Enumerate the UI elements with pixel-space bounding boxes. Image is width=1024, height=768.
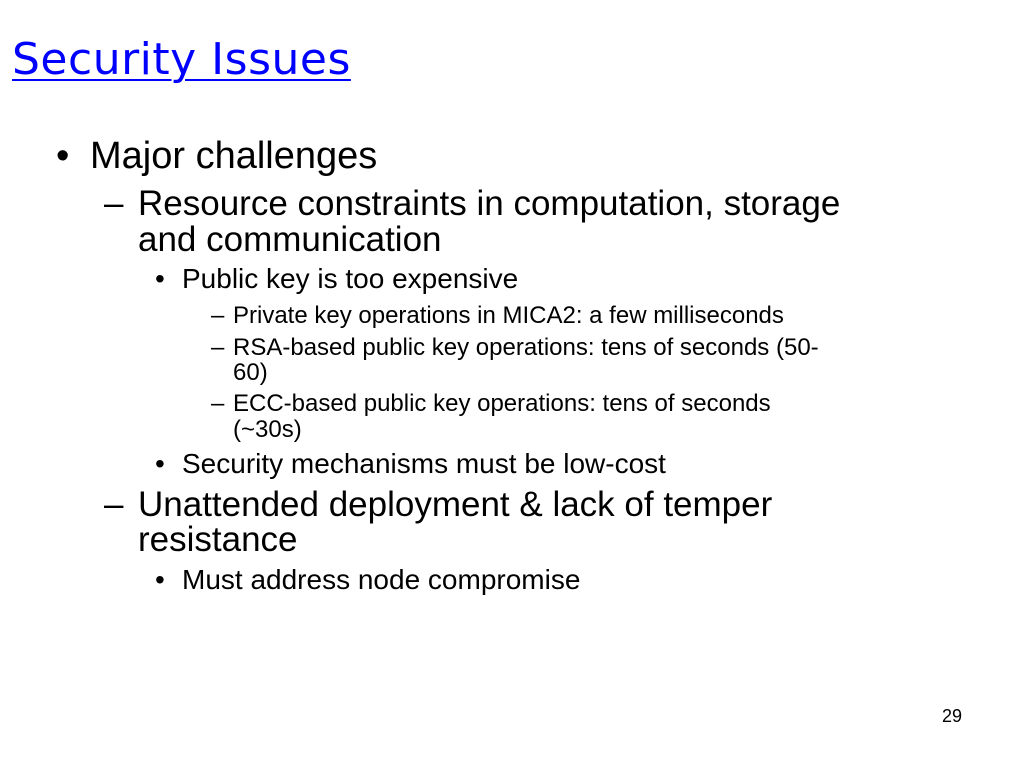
dash-item-private-key-ops (211, 303, 784, 329)
dash-text: Unattended deployment & lack of temper (138, 485, 773, 524)
bullet-text: Must address node compromise (182, 564, 581, 595)
dash-text: Private key operations in MICA2: a few milliseconds (233, 302, 784, 329)
page-number: 29 (941, 706, 962, 726)
dash-marker: – (211, 302, 225, 329)
bullet-marker: • (155, 263, 165, 294)
dash-text: Resource constraints in computation, storage (138, 184, 841, 223)
slide-title: Security Issues (12, 34, 351, 85)
dash-text-continued: 60) (233, 359, 268, 386)
dash-item-ecc-ops (211, 391, 771, 417)
dash-item-unattended-deployment-continued (138, 522, 298, 558)
dash-text-continued: and communication (138, 220, 442, 259)
dash-text-continued: (~30s) (233, 416, 302, 443)
dash-item-resource-constraints (104, 186, 840, 222)
dash-item-resource-constraints-continued (138, 222, 442, 258)
bullet-text: Security mechanisms must be low-cost (182, 448, 666, 479)
dash-text-continued: resistance (138, 520, 298, 559)
dash-item-rsa-ops-continued (233, 360, 268, 386)
dash-marker: – (211, 334, 225, 361)
dash-text: ECC-based public key operations: tens of seconds (233, 390, 771, 417)
bullet-marker: • (155, 564, 165, 595)
bullet-major-challenges (56, 135, 378, 177)
dash-marker: – (104, 485, 124, 524)
dash-text: RSA-based public key operations: tens of seconds (50- (233, 334, 819, 361)
dash-item-unattended-deployment (104, 487, 772, 523)
dash-marker: – (104, 184, 124, 223)
bullet-text: Public key is too expensive (182, 263, 519, 294)
bullet-text: Major challenges (90, 135, 378, 177)
bullet-marker: • (155, 448, 165, 479)
bullet-node-compromise (155, 565, 580, 595)
dash-marker: – (211, 390, 225, 417)
bullet-public-key-expensive (155, 264, 518, 294)
bullet-security-low-cost (155, 449, 666, 479)
dash-item-ecc-ops-continued (233, 417, 302, 443)
dash-item-rsa-ops (211, 335, 819, 361)
bullet-marker: • (56, 135, 70, 177)
